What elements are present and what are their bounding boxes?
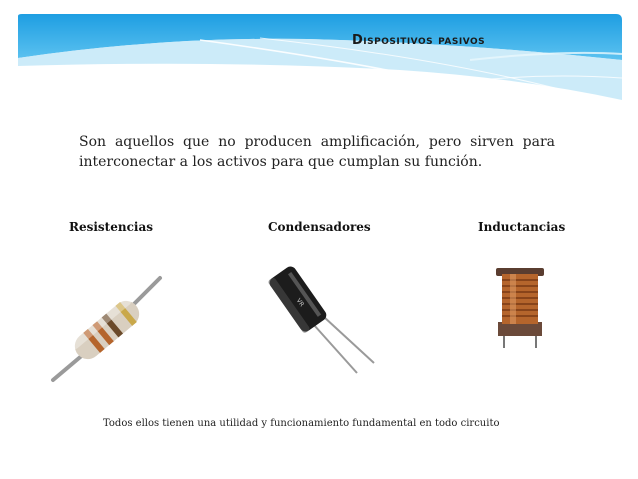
header-wave-banner xyxy=(0,0,638,120)
label-condensadores: Condensadores xyxy=(268,220,371,234)
intro-paragraph: Son aquellos que no producen amplificación, pero sirven para interconectar a los activos para que cumplan su función. xyxy=(79,134,555,170)
capacitor-image xyxy=(262,255,382,380)
label-inductancias: Inductancias xyxy=(478,220,566,234)
resistor-image xyxy=(45,268,170,388)
slide-title: Dispositivos pasivos xyxy=(352,33,486,48)
inductor-image xyxy=(490,262,550,352)
svg-text:VR: VR xyxy=(294,297,306,309)
label-resistencias: Resistencias xyxy=(69,220,153,234)
footer-note: Todos ellos tienen una utilidad y funcionamiento fundamental en todo circuito xyxy=(103,418,500,429)
